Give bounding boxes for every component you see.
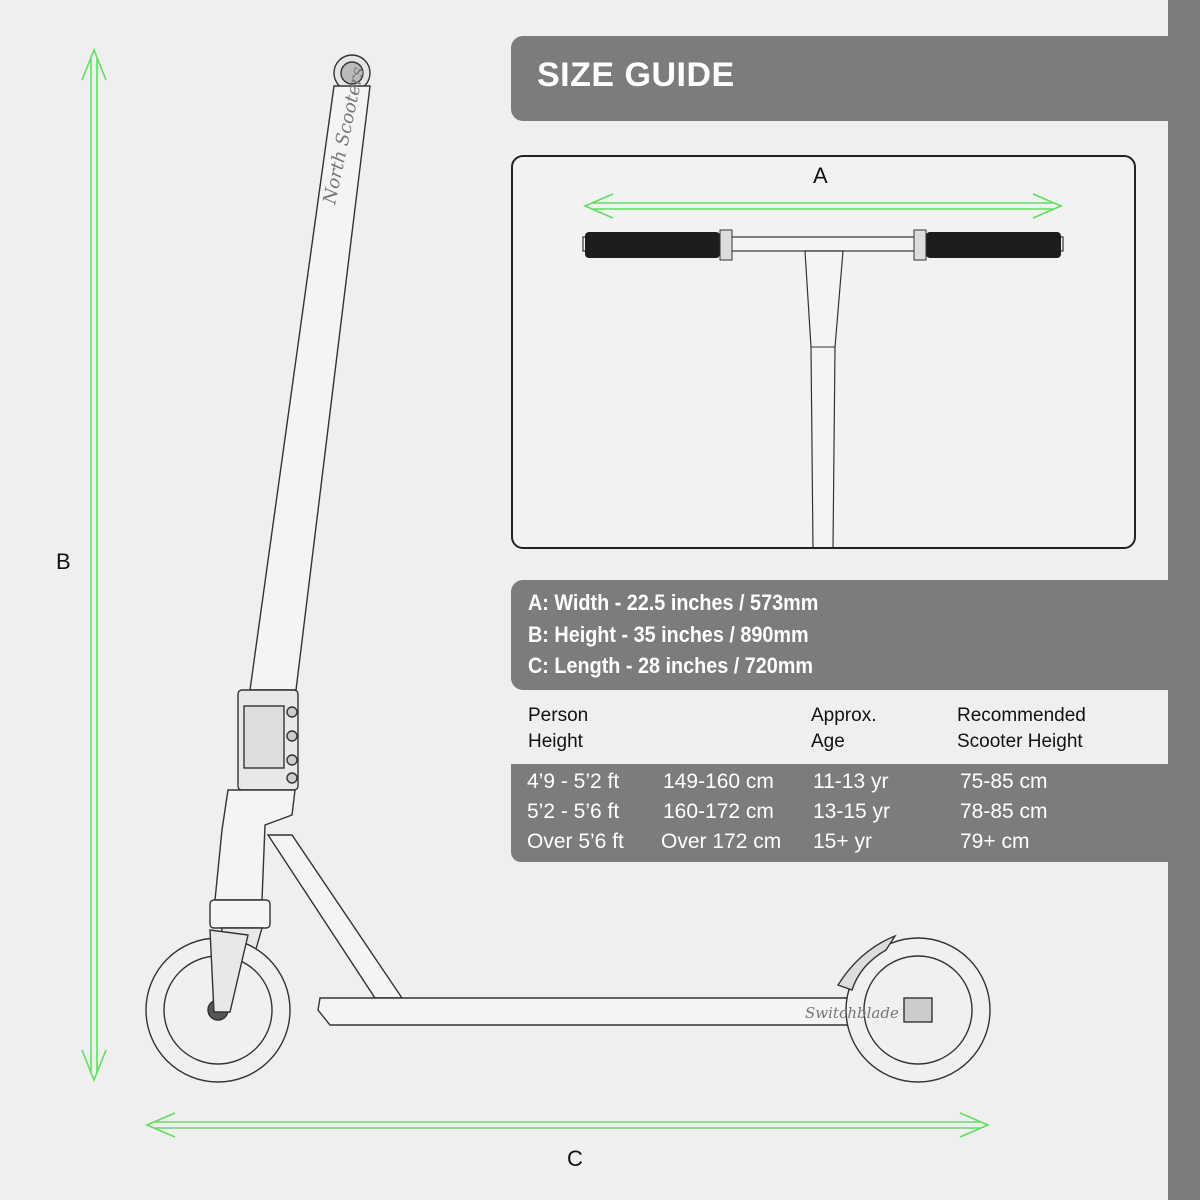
handlebar-drawing <box>513 157 1134 547</box>
stem-tube <box>250 86 370 690</box>
label-a: A <box>813 163 828 188</box>
cell-ft: 5’2 - 5’6 ft <box>527 800 620 823</box>
cell-scooter: 75-85 cm <box>960 770 1048 793</box>
dimension-length: C: Length - 28 inches / 720mm <box>528 653 813 678</box>
cell-cm: 149-160 cm <box>663 770 774 793</box>
cell-age: 15+ yr <box>813 830 872 853</box>
cell-age: 11-13 yr <box>813 770 889 793</box>
left-grip <box>585 232 720 258</box>
handlebar-panel <box>511 155 1136 549</box>
size-table-header <box>511 691 1167 764</box>
cell-scooter: 78-85 cm <box>960 800 1048 823</box>
stem-brand-text: North Scooters <box>319 65 369 207</box>
dimension-width: A: Width - 22.5 inches / 573mm <box>528 590 819 615</box>
cell-ft: Over 5’6 ft <box>527 830 624 853</box>
height-arrow-b <box>82 50 106 1080</box>
cell-ft: 4’9 - 5’2 ft <box>527 770 620 793</box>
cell-cm: 160-172 cm <box>663 800 774 823</box>
down-tube <box>268 835 402 998</box>
label-b: B <box>56 549 71 574</box>
header-person-height: Person Height <box>528 705 589 752</box>
dimension-height: B: Height - 35 inches / 890mm <box>528 622 809 647</box>
cell-cm: Over 172 cm <box>661 830 782 853</box>
length-arrow-c <box>147 1113 988 1137</box>
page-title: SIZE GUIDE <box>537 56 735 94</box>
dimensions-panel <box>511 580 1200 690</box>
cell-age: 13-15 yr <box>813 800 891 823</box>
size-table-body <box>511 764 1200 862</box>
label-c: C <box>567 1146 583 1171</box>
deck-brand-text: Switchblade <box>805 1004 899 1022</box>
handlebar-stem <box>805 251 843 547</box>
header-scooter-height: Recommended Scooter Height <box>957 705 1086 752</box>
top-right-notch <box>1168 0 1200 34</box>
width-arrow-a <box>585 194 1061 218</box>
header-age: Approx. Age <box>811 705 877 752</box>
right-grip <box>926 232 1061 258</box>
cell-scooter: 79+ cm <box>960 830 1030 853</box>
